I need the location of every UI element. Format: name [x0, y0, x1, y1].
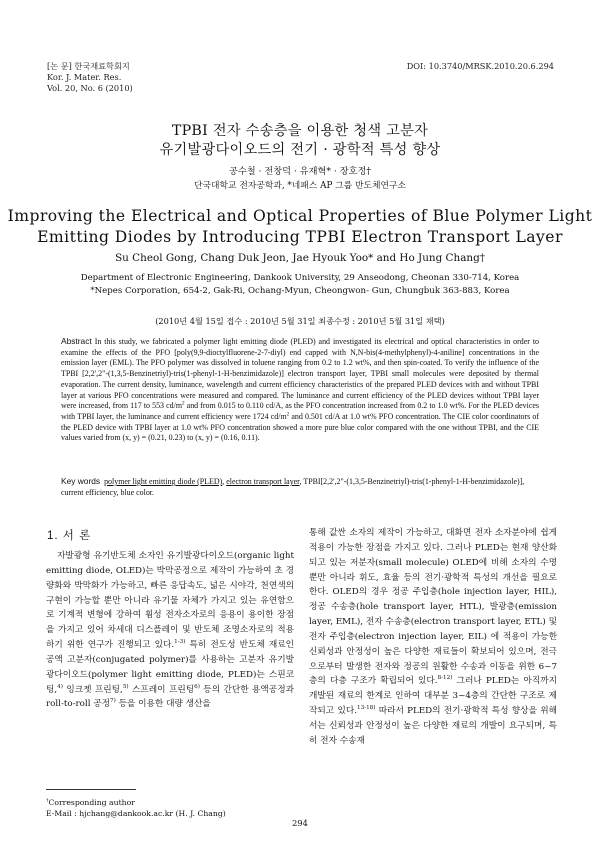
journal-header — [47, 61, 133, 94]
author-email[interactable]: E-Mail : hjchang@dankook.ac.kr (H. J. Chang) — [46, 809, 226, 818]
affiliation-line2: *Nepes Corporation, 654-2, Gak-Ri, Ochang-Myun, Cheongwon- Gun, Chungbuk 363-883, Korea — [90, 286, 510, 296]
keyword-link[interactable]: polymer light emitting diode (PLED) — [104, 477, 223, 486]
keywords: Key words polymer light emitting diode (PLED), electron transport layer, TPBI[2,2',2"-(1,3,5-Benzinetriyl)-tris(1-phenyl-1-H-benzimidazole)], current efficiency, blue color. — [61, 476, 525, 497]
english-authors: Su Cheol Gong, Chang Duk Jeon, Jae Hyouk Yoo* and Ho Jung Chang† — [115, 252, 485, 264]
corresponding-author: Corresponding author — [48, 798, 135, 807]
journal-name-ko: [논 문] 한국재료학회지 — [47, 61, 130, 71]
footnote: †Corresponding author E-Mail : hjchang@dankook.ac.kr (H. J. Chang) — [46, 797, 226, 818]
journal-volume: Vol. 20, No. 6 (2010) — [47, 83, 133, 93]
received-dates: (2010년 4월 15일 접수 : 2010년 5월 31일 최종수정 : 2010년 5월 31일 채택) — [155, 316, 445, 326]
english-title-line2: Emitting Diodes by Introducing TPBI Electron Transport Layer — [37, 228, 563, 246]
english-title-line1: Improving the Electrical and Optical Properties of Blue Polymer Light — [7, 207, 593, 225]
body-column-left — [46, 549, 294, 712]
body-paragraph: 자발광형 유기반도체 소자인 유기발광다이오드(organic light emitting diode, OLED)는 박막공정으로 제작이 가능하여 초 경량화와 박막화가 가능하고, 빠른 응답속도, 넓은 시야각, 천연색의 구현이 가능할 뿐만 아니라 유기물 자체가 가지고 있는 유연함으로 기계적 변형에 강하여 휨성 전자소자로의 응용이 용이한 장점을 가지고 있어 차세대 디스플레이 및 반도체 조명소자로의 적용하기 위한 연구가 진행되고 있다.$^{1-3)}$ 특히 전도성 반도체 재료인 공액 고분자(conjugated polymer)를 사용하는 고분자 유기발광다이오드(polymer light emitting diode, PLED)는 스핀코팅,$^{4)}$ 잉크젯 프린팅,$^{5)}$ 스프레이 프린팅$^{6)}$ 등의 간단한 용액공정과 roll-to-roll 공정$^{7)}$ 등을 이용한 대량 생산을 — [46, 551, 294, 710]
korean-authors: 공수철 · 전창덕 · 유재혁* · 장호정† — [229, 166, 371, 177]
body-column-right — [309, 526, 557, 749]
english-affiliation — [0, 272, 600, 298]
abstract-text: In this study, we fabricated a polymer light emitting diode (PLED) and investigated its electrical and optical characteristics in order to examine the effects of the PFO [poly(9,9-dioctylfluorene-2-7-diyl) end capped with N,N-bis(4-methylphenyl)-4-aniline] concentrations in the emission layer (EML). The PFO polymer was dissolved in toluene ranging from 0.2 to 1.2 wt%, and then spin-coated. To verify the influence of the TPBI [2,2',2"-(1,3,5-Benzinetriyl)-tris(1-phenyl-1-H-benzimidazole)] electron transport layer, TPBI small molecules were deposited by thermal evaporation. The current density, luminance, wavelength and current efficiency characteristics of the prepared PLED devices with and without TPBI layer at various PFO concentrations were measured and compared. The luminance and current efficiency of the PLED devices without TPBI layer were increased, from 117 to 553 $cd/m^2$ and from 0.015 to 0.110 cd/A, as the PFO concentration increased from 0.2 to 1.0 wt%. For the PLED devices with TPBI layer, the luminance and current efficiency were 1724 $cd/m^2$ and 0.501 cd/A at 1.0 wt% PFO concentration. The CIE color coordinators of the PLED device with TPBI layer at 1.0 wt% PFO concentration showed a more pure blue color compared with the one without TPBI, and the CIE values varied from (x, y) = (0.21, 0.23) to (x, y) = (0.16, 0.11). — [61, 337, 540, 443]
korean-title-line2: 유기발광다이오드의 전기 · 광학적 특성 향상 — [159, 142, 441, 158]
keywords-rest: , TPBI[2,2',2"-(1,3,5-Benzinetriyl)-tris(1-phenyl-1-H-benzimidazole)], current efficiency, blue color. — [61, 477, 525, 497]
korean-title-line1: TPBI 전자 수송층을 이용한 청색 고분자 — [171, 123, 429, 139]
footnote-rule — [46, 789, 136, 790]
keyword-link[interactable]: electron transport layer — [226, 477, 300, 486]
doi: DOI: 10.3740/MRSK.2010.20.6.294 — [406, 61, 554, 71]
body-paragraph: 통해 값싼 소자의 제작이 가능하고, 대화면 전자 소자분야에 쉽게 적용이 가능한 장점을 가지고 있다. 그러나 PLED는 현재 양산화 되고 있는 저분자(small molecule) OLED에 비해 소자의 수명뿐만 아니라 휘도, 효율 등의 전기·광학적 특성의 개선을 필요로 한다. OLED의 경우 정공 주입층(hole injection layer, HIL), 정공 수송층(hole transport layer, HTL), 발광층(emission layer, EML), 전자 수송층(electron transport layer, ETL) 및 전자 주입층(electron injection layer, EIL) 에 적용이 가능한 신뢰성과 안정성이 높은 다양한 재료들이 확보되어 있으며, 전극으로부터 발생한 전자와 정공의 원활한 수송과 이동을 위한 6~7층의 다층 구조가 확립되어 있다.$^{8-12)}$ 그러나 PLED는 아직까지 개발된 재료의 한계로 인하여 대부분 3~4층의 간단한 구조로 제작되고 있다.$^{13-18)}$ 따라서 PLED의 전기·광학적 특성 향상을 위해서는 신뢰성과 안정성이 높은 다양한 재료의 개발이 요구되며, 특히 전자 수송재 — [309, 528, 558, 746]
abstract-label: Abstract — [61, 336, 92, 346]
journal-name-en: Kor. J. Mater. Res. — [47, 72, 122, 82]
korean-affiliation: 단국대학교 전자공학과, *네패스 AP 그룹 반도체연구소 — [194, 181, 406, 191]
english-title — [0, 206, 600, 248]
section-heading: 1. 서 론 — [47, 530, 92, 542]
abstract — [61, 336, 539, 444]
affiliation-line1: Department of Electronic Engineering, Dankook University, 29 Anseodong, Cheonan 330-714, Korea — [80, 273, 520, 283]
keywords-label: Key words — [61, 476, 101, 486]
korean-title — [0, 122, 600, 160]
page-number: 294 — [292, 818, 308, 828]
